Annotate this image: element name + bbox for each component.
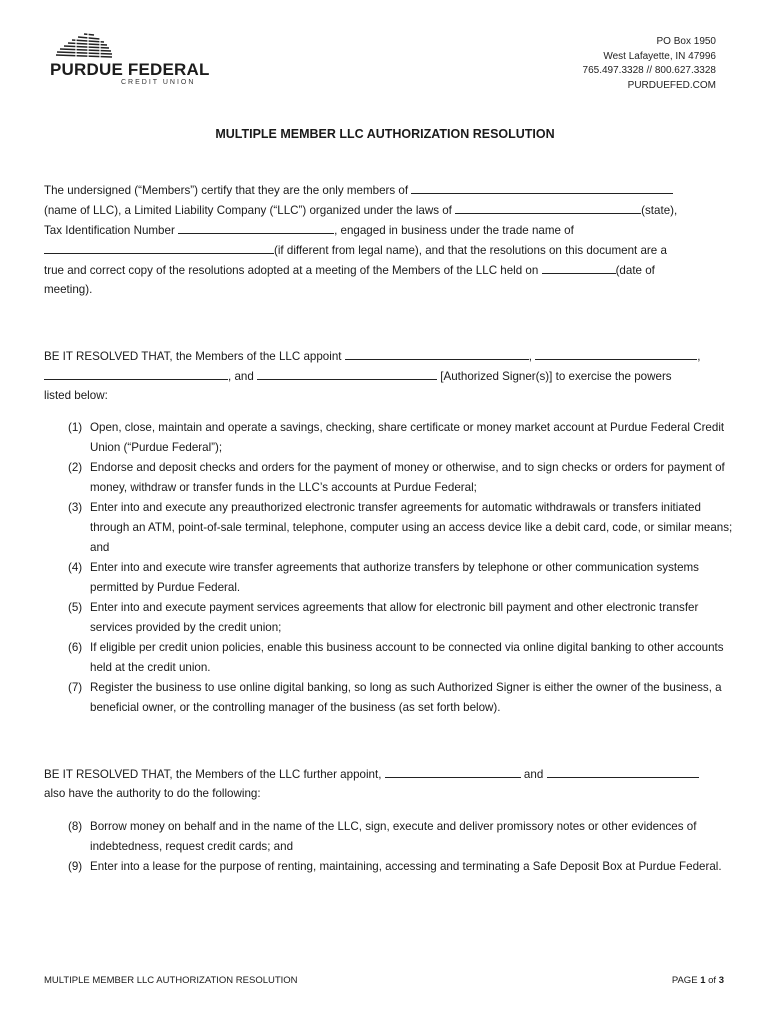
- signer-4-field[interactable]: [257, 366, 437, 380]
- address-website[interactable]: PURDUEFED.COM: [627, 79, 716, 91]
- item-text: Endorse and deposit checks and orders for the payment of money or otherwise, and to sign checks or orders for payment of money, withdraw or transfer funds in the LLC’s accounts at Purdue Federal;: [90, 461, 725, 494]
- list-item: [68, 678, 733, 718]
- list-item: [68, 598, 733, 638]
- item-text: Enter into and execute wire transfer agreements that authorize transfers by telephone or other communication systems permitted by Purdue Federal.: [90, 561, 699, 594]
- signer-2-field[interactable]: [535, 346, 697, 360]
- tax-id-field[interactable]: [178, 220, 334, 234]
- address-phone: 765.497.3328 // 800.627.3328: [582, 65, 716, 76]
- list-item: [68, 498, 733, 558]
- signer-3-field[interactable]: [44, 366, 228, 380]
- powers-list-2: [68, 817, 733, 877]
- intro-text-2: (name of LLC), a Limited Liability Company (“LLC”) organized under the laws of: [44, 204, 452, 217]
- logo-building-icon: [54, 30, 116, 62]
- list-item: [68, 458, 733, 498]
- page-current: 1: [700, 975, 706, 986]
- item-text: Enter into a lease for the purpose of renting, maintaining, accessing and terminating a Safe Deposit Box at Purdue Federal.: [90, 860, 722, 873]
- page-number: [672, 975, 724, 986]
- logo-name: PURDUE FEDERAL: [50, 60, 210, 79]
- resolution-2: [44, 764, 729, 804]
- item-text: Enter into and execute payment services agreements that allow for electronic bill payment and other electronic transfer services provided by the credit union;: [90, 601, 699, 634]
- and-text: and: [523, 768, 544, 781]
- purdue-federal-logo: [50, 30, 210, 90]
- page-label: PAGE: [671, 975, 698, 986]
- item-text: Register the business to use online digital banking, so long as such Authorized Signer is either the owner of the business, a beneficial owner, or the controlling manager of the business (as set forth below).: [90, 681, 722, 714]
- item-text: Borrow money on behalf and in the name of the LLC, sign, execute and deliver promissory notes or other evidences of indebtedness, request credit cards; and: [90, 820, 697, 853]
- page-total: 3: [718, 975, 724, 986]
- resolution-2-text-2: also have the authority to do the following:: [44, 787, 261, 800]
- intro-text-7: true and correct copy of the resolutions adopted at a meeting of the Members of the LLC held on: [44, 264, 539, 277]
- item-text: If eligible per credit union policies, enable this business account to be connected via online digital banking to other accounts held at the credit union.: [90, 641, 724, 674]
- resolution-2-text: BE IT RESOLVED THAT, the Members of the LLC further appoint,: [44, 768, 382, 781]
- address-block: [583, 35, 716, 93]
- item-number: (4): [68, 561, 83, 574]
- intro-text-4: Tax Identification Number: [44, 224, 175, 237]
- intro-text-5: , engaged in business under the trade name of: [334, 224, 574, 237]
- address-po-box: PO Box 1950: [656, 36, 716, 47]
- item-number: (6): [68, 641, 83, 654]
- resolution-1-text-2: [Authorized Signer(s)] to exercise the powers: [440, 370, 672, 383]
- meeting-date-field[interactable]: [542, 260, 616, 274]
- page-of: of: [708, 975, 717, 986]
- state-field[interactable]: [455, 200, 641, 214]
- and-text: , and: [228, 370, 254, 383]
- logo-subname: CREDIT UNION: [121, 79, 196, 86]
- resolution-1: [44, 346, 729, 406]
- item-number: (2): [68, 461, 83, 474]
- footer-title: MULTIPLE MEMBER LLC AUTHORIZATION RESOLUTION: [44, 975, 298, 986]
- comma-text: ,: [697, 350, 701, 363]
- trade-name-field[interactable]: [44, 240, 274, 254]
- list-item: [68, 857, 733, 877]
- item-text: Enter into and execute any preauthorized electronic transfer agreements for automatic withdrawals or transfers initiated through an ATM, point-of-sale terminal, telephone, computer using an access device like a debit card, code, or similar means; and: [90, 501, 733, 554]
- further-signer-1-field[interactable]: [385, 764, 521, 778]
- item-number: (1): [68, 421, 83, 434]
- address-city: West Lafayette, IN 47996: [603, 50, 716, 62]
- document-title: MULTIPLE MEMBER LLC AUTHORIZATION RESOLUTION: [215, 127, 555, 141]
- list-item: [68, 638, 733, 678]
- intro-text-6: (if different from legal name), and that the resolutions on this document are a: [274, 244, 667, 257]
- intro-paragraph: [44, 180, 729, 300]
- powers-list-1: [68, 418, 733, 718]
- resolution-1-text-3: listed below:: [44, 389, 108, 402]
- comma-text: ,: [528, 350, 532, 363]
- intro-text-1: The undersigned (“Members”) certify that they are the only members of: [44, 184, 409, 197]
- item-text: Open, close, maintain and operate a savings, checking, share certificate or money market account at Purdue Federal Credit Union (“Purdue Federal”);: [90, 421, 725, 454]
- item-number: (5): [68, 601, 83, 614]
- item-number: (9): [68, 860, 83, 873]
- item-number: (3): [68, 501, 83, 514]
- llc-name-field[interactable]: [411, 180, 673, 194]
- resolution-1-text: BE IT RESOLVED THAT, the Members of the LLC appoint: [44, 350, 342, 363]
- signer-1-field[interactable]: [345, 346, 529, 360]
- intro-text-3: (state),: [641, 204, 678, 217]
- list-item: [68, 558, 733, 598]
- list-item: [68, 418, 733, 458]
- item-number: (7): [68, 681, 83, 694]
- intro-text-8: (date of: [615, 264, 655, 277]
- intro-text-9: meeting).: [44, 283, 93, 296]
- further-signer-2-field[interactable]: [547, 764, 699, 778]
- list-item: [68, 817, 733, 857]
- item-number: (8): [68, 820, 83, 833]
